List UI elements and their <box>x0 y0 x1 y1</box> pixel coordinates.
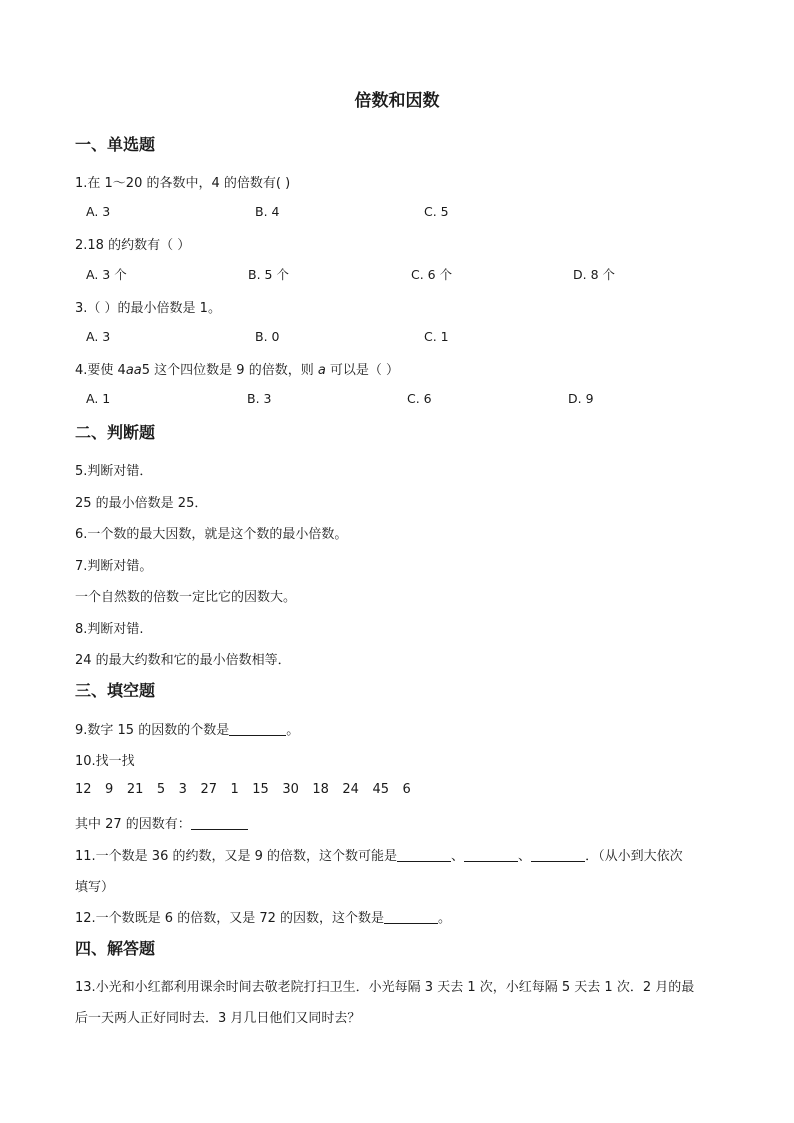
answer-blank-1[interactable] <box>397 847 451 862</box>
question-11: 11.一个数是 36 的约数，又是 9 的倍数，这个数可能是 、 、 ．（从小到大依次 <box>75 849 683 864</box>
question-8-line-1: 8.判断对错. <box>75 622 144 637</box>
question-2: 2.18 的约数有（ ） <box>75 238 191 253</box>
option-b: B. 5 个 <box>248 267 289 282</box>
question-3-options <box>86 329 726 347</box>
option-c: C. 6 <box>407 391 432 406</box>
answer-blank-3[interactable] <box>531 847 585 862</box>
question-1-options <box>86 204 726 222</box>
question-4-options <box>86 391 726 409</box>
option-d: D. 8 个 <box>573 267 615 282</box>
question-2-options <box>86 265 726 283</box>
question-13-line-2: 后一天两人正好同时去．3 月几日他们又同时去？ <box>75 1011 361 1026</box>
number-item: 5 <box>156 782 166 797</box>
question-7-line-1: 7.判断对错。 <box>75 559 153 574</box>
number-item: 30 <box>282 782 299 797</box>
question-9: 9.数字 15 的因数的个数是 。 <box>75 723 300 738</box>
answer-blank[interactable] <box>229 721 286 736</box>
number-item: 6 <box>402 782 411 797</box>
option-c: C. 6 个 <box>411 267 453 282</box>
option-a: A. 3 个 <box>86 267 127 282</box>
number-item: 3 <box>178 782 187 797</box>
number-item: 21 <box>126 782 144 797</box>
question-5-line-2: 25 的最小倍数是 25． <box>75 496 208 511</box>
question-10-line-3: 其中 27 的因数有： <box>75 813 248 832</box>
number-item: 27 <box>200 782 217 797</box>
option-c: C. 5 <box>424 204 449 219</box>
option-b: B. 0 <box>255 329 280 344</box>
option-b: B. 4 <box>255 204 280 219</box>
question-4: 4.要使 4aa5 这个四位数是 9 的倍数，则 a 可以是（ ） <box>75 363 400 378</box>
question-6: 6.一个数的最大因数，就是这个数的最小倍数。 <box>75 527 348 542</box>
option-b: B. 3 <box>247 391 272 406</box>
number-item: 45 <box>372 782 389 797</box>
number-item: 12 <box>75 782 92 797</box>
option-a: A. 3 <box>86 204 111 219</box>
question-12: 12.一个数既是 6 的倍数，又是 72 的因数，这个数是 。 <box>75 911 452 926</box>
section-heading-solve: 四、解答题 <box>75 939 156 958</box>
answer-blank-2[interactable] <box>464 847 518 862</box>
number-item: 15 <box>252 782 269 797</box>
question-5-line-1: 5.判断对错． <box>75 464 153 479</box>
question-10-number-list <box>75 782 424 797</box>
question-8-line-2: 24 的最大约数和它的最小倍数相等． <box>75 653 291 668</box>
section-heading-single-choice: 一、单选题 <box>75 135 156 154</box>
question-1: 1.在 1～20 的各数中，4 的倍数有( ) <box>75 176 291 191</box>
number-item: 18 <box>312 782 329 797</box>
question-10-line-1: 10.找一找 <box>75 754 135 769</box>
question-3: 3.（ ）的最小倍数是 1。 <box>75 301 221 316</box>
number-item: 1 <box>230 782 239 797</box>
number-item: 9 <box>105 782 114 797</box>
question-7-line-2: 一个自然数的倍数一定比它的因数大。 <box>75 590 297 605</box>
option-a: A. 3 <box>86 329 111 344</box>
page-title: 倍数和因数 <box>354 91 440 111</box>
number-item: 24 <box>342 782 359 797</box>
question-13-line-1: 13.小光和小红都利用课余时间去敬老院打扫卫生．小光每隔 3 天去 1 次，小红每隔 5 天去 1 次．2 月的最 <box>75 980 695 995</box>
answer-blank[interactable] <box>384 909 438 924</box>
option-d: D. 9 <box>568 391 594 406</box>
section-heading-fill-in: 三、填空题 <box>75 681 156 700</box>
option-a: A. 1 <box>86 391 111 406</box>
question-11-line-2: 填写） <box>75 880 115 895</box>
section-heading-true-false: 二、判断题 <box>75 423 156 442</box>
option-c: C. 1 <box>424 329 449 344</box>
answer-blank[interactable] <box>191 815 248 830</box>
